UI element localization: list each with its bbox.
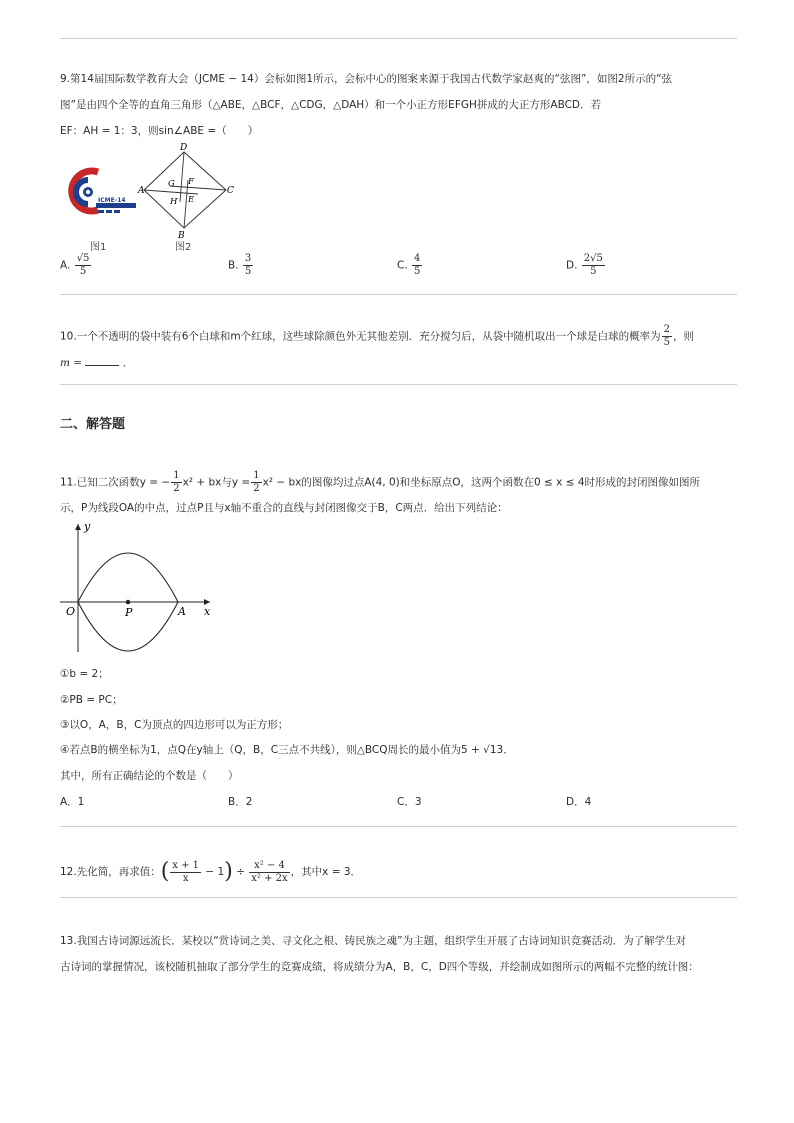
coef-fraction-2: $\frac{1}{2}$: [253, 470, 260, 494]
closed-curve-graph: [58, 518, 218, 658]
q11-option-d[interactable]: D．4: [566, 796, 592, 808]
divider: [60, 384, 737, 385]
option-fraction: $\frac{2√5}{5}$: [583, 253, 603, 277]
q9-line-1: 9.第14届国际数学教育大会（JCME − 14）会标如图1所示，会标中心的图案来源于我国古代数学家赵爽的“弦图”，如图2所示的“弦: [60, 73, 673, 85]
divider: [60, 897, 737, 898]
q11-line-1: 11.已知二次函数y = − $\frac{1}{2}$ x² + bx与y = $\frac{1}{2}$ x² − bx的图像均过点A(4, 0)和坐标原点O，这两个函数在0 ≤ x ≤ 4时形成的封闭图像如图所: [60, 470, 701, 494]
option-letter: A.: [60, 259, 71, 272]
option-letter: C.: [397, 259, 408, 272]
fig1-caption: 图1: [90, 242, 107, 253]
label-D: D: [180, 143, 188, 153]
fig2-caption: 图2: [175, 242, 192, 253]
logo-text: ICME-14: [98, 197, 126, 204]
point-label-a: A: [178, 605, 186, 618]
q9-line-2: 图”是由四个全等的直角三角形（△ABE，△BCF，△CDG，△DAH）和一个小正方形EFGH拼成的大正方形ABCD．若: [60, 99, 602, 111]
label-G: G: [168, 179, 175, 189]
q11-conclusion-2: ②PB = PC；: [60, 694, 123, 706]
option-fraction: $\frac{4}{5}$: [414, 253, 421, 277]
q9-option-a[interactable]: [60, 253, 92, 278]
q11-conclusion-3: ③以O，A，B，C为顶点的四边形可以为正方形；: [60, 719, 289, 731]
probability-fraction: $\frac{2}{5}$: [663, 324, 670, 348]
point-label-o: O: [66, 605, 76, 618]
section-title: 二、解答题: [60, 417, 126, 432]
q11-option-c[interactable]: C．3: [397, 796, 422, 808]
question-12: 12.先化简，再求值：( $\frac{x + 1}{x}$ − 1) ÷ $\frac{\text{x² − 4}}{\text{x² + 2x}}$ ，其中x = 3．: [60, 859, 362, 884]
label-B: B: [178, 231, 185, 241]
q11-option-b[interactable]: B．2: [228, 796, 253, 808]
coef-fraction-1: $\frac{1}{2}$: [173, 470, 180, 494]
q13-line-1: 13.我国古诗词源远流长．某校以“赏诗词之美、寻文化之根、铸民族之魂”为主题，组织学生开展了古诗词知识竞赛活动．为了解学生对: [60, 935, 687, 947]
q9-line-3: EF：AH = 1：3，则sin∠ABE =（ ）: [60, 125, 259, 137]
q13-line-2: 古诗词的掌握情况，该校随机抽取了部分学生的竞赛成绩，将成绩分为A，B，C，D四个等级，并绘制成如图所示的两幅不完整的统计图：: [60, 961, 699, 973]
axis-label-y: y: [84, 520, 91, 533]
divider: [60, 294, 737, 295]
label-F: F: [188, 177, 194, 187]
q10-m-label: m =: [60, 357, 83, 369]
option-letter: D.: [566, 259, 578, 272]
q10-period: ．: [122, 357, 134, 369]
q9-option-c[interactable]: [397, 253, 423, 278]
divider: [60, 38, 737, 39]
q12-prefix: 12.先化简，再求值：: [60, 866, 161, 878]
answer-blank[interactable]: [85, 355, 119, 366]
q9-option-d[interactable]: [566, 253, 606, 278]
q10-text-end: ，则: [672, 330, 694, 343]
point-label-p: P: [125, 606, 133, 619]
q10-text: 10.一个不透明的袋中装有6个白球和m个红球，这些球除颜色外无其他差别．充分搅匀后，从袋中随机取出一个球是白球的概率为: [60, 330, 661, 343]
q11-line-2: 示，P为线段OA的中点，过点P且与x轴不重合的直线与封闭图像交于B，C两点．给出下列结论：: [60, 502, 508, 514]
q11-option-a[interactable]: A．1: [60, 796, 85, 808]
divider: [60, 826, 737, 827]
q10-line-2: [60, 355, 133, 371]
string-figure: [138, 142, 233, 242]
axis-label-x: x: [204, 605, 211, 618]
q11-conclusion-4: ④若点B的横坐标为1，点Q在y轴上（Q，B，C三点不共线），则△BCQ周长的最小值为5 + √13．: [60, 744, 514, 756]
label-E: E: [188, 195, 195, 205]
divide-sign: ÷: [236, 866, 245, 878]
q12-fraction-1: $\frac{x + 1}{x}$: [172, 859, 200, 884]
q11-conclusion-1: ①b = 2；: [60, 668, 109, 680]
label-A: A: [138, 186, 145, 196]
q11-question: 其中，所有正确结论的个数是（ ）: [60, 770, 239, 782]
label-H: H: [170, 197, 178, 207]
q12-suffix: ，其中x = 3．: [290, 866, 362, 878]
option-fraction: $\frac{3}{5}$: [244, 253, 252, 277]
icme-logo-figure: [58, 166, 140, 218]
q10-line-1: [60, 324, 694, 349]
option-letter: B.: [228, 259, 239, 272]
q9-option-b[interactable]: [228, 253, 254, 278]
label-C: C: [227, 186, 234, 196]
q12-fraction-2: $\frac{\text{x² − 4}}{\text{x² + 2x}}$: [251, 859, 288, 884]
option-fraction: $\frac{√5}{5}$: [76, 253, 90, 277]
